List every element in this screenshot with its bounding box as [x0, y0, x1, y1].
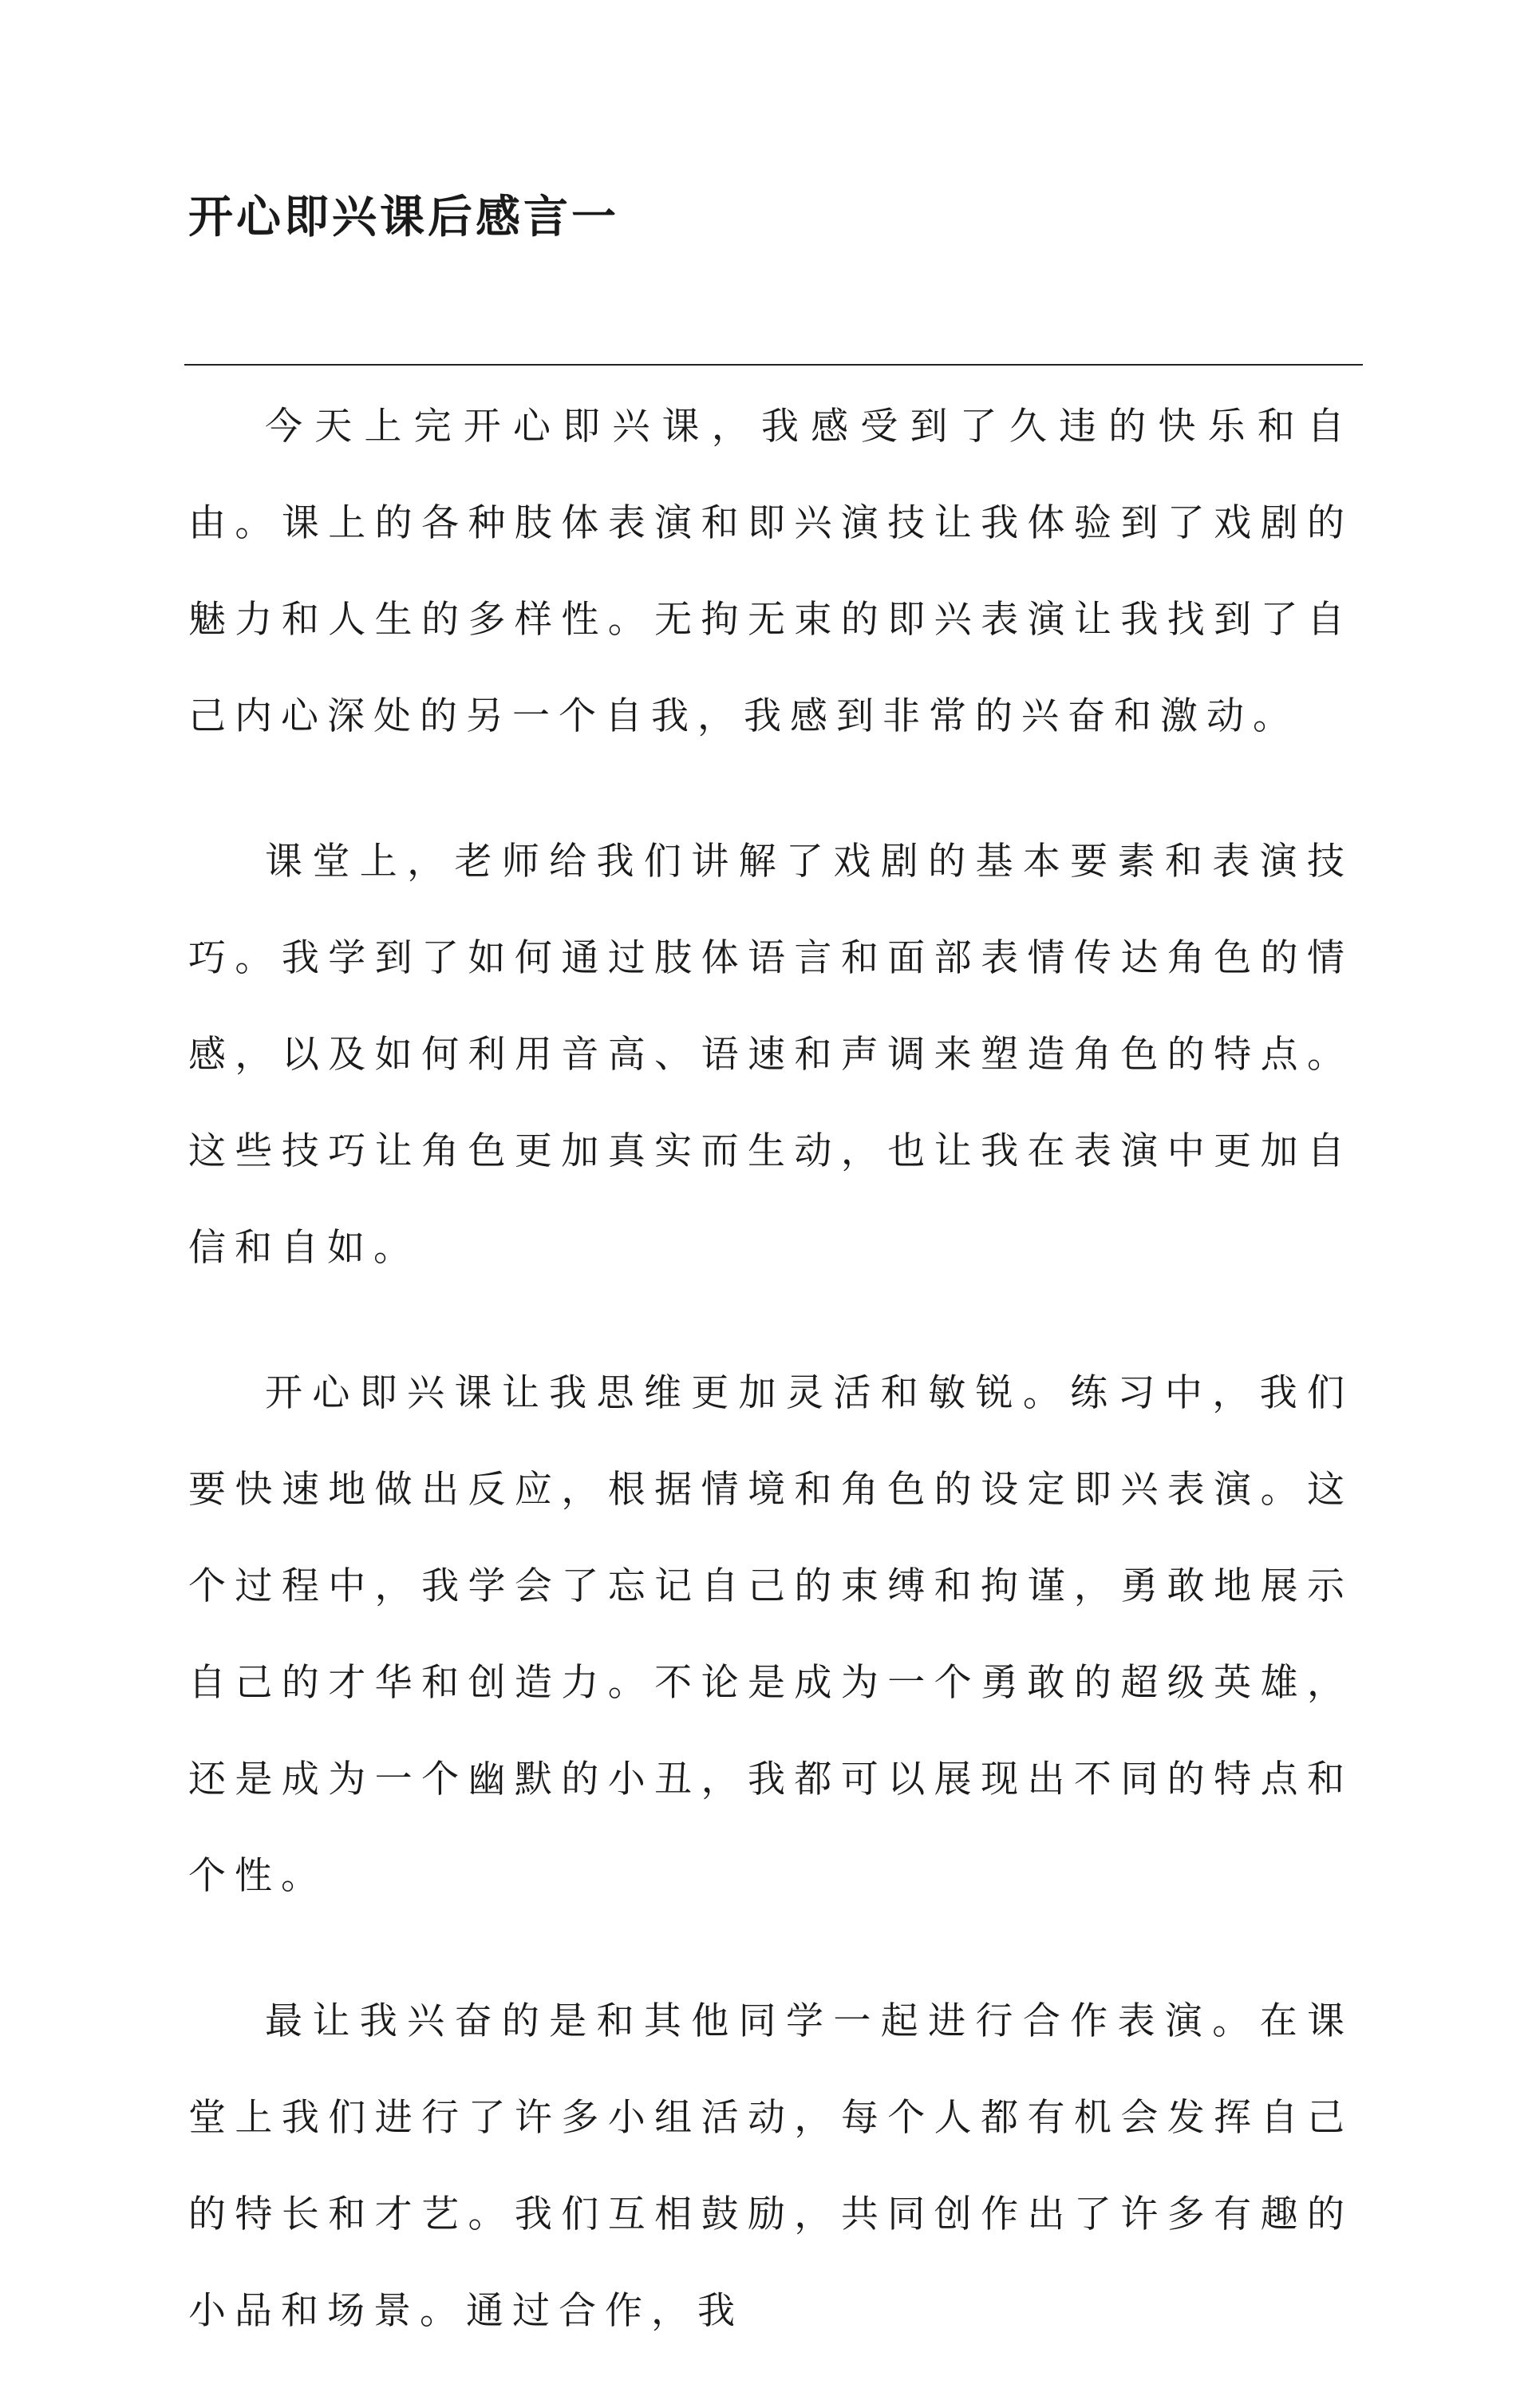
- paragraph-2: 课堂上，老师给我们讲解了戏剧的基本要素和表演技巧。我学到了如何通过肢体语言和面部表情传达角色的情感，以及如何利用音高、语速和声调来塑造角色的特点。这些技巧让角色更加真实而生动，也让我在表演中更加自信和自如。: [188, 840, 1353, 1270]
- paragraph-4: 最让我兴奋的是和其他同学一起进行合作表演。在课堂上我们进行了许多小组活动，每个人都有机会发挥自己的特长和才艺。我们互相鼓励，共同创作出了许多有趣的小品和场景。通过合作，我: [188, 1999, 1353, 2333]
- paragraph-3: 开心即兴课让我思维更加灵活和敏锐。练习中，我们要快速地做出反应，根据情境和角色的设定即兴表演。这个过程中，我学会了忘记自己的束缚和拘谨，勇敢地展示自己的才华和创造力。不论是成为一个勇敢的超级英雄，还是成为一个幽默的小丑，我都可以展现出不同的特点和个性。: [188, 1371, 1353, 1898]
- paragraph-1: 今天上完开心即兴课，我感受到了久违的快乐和自由。课上的各种肢体表演和即兴演技让我体验到了戏剧的魅力和人生的多样性。无拘无束的即兴表演让我找到了自己内心深处的另一个自我，我感到非常的兴奋和激动。: [188, 405, 1353, 738]
- document-body: [188, 378, 1353, 2408]
- title-divider: [184, 364, 1363, 366]
- document-title: 开心即兴课后感言一: [188, 191, 619, 243]
